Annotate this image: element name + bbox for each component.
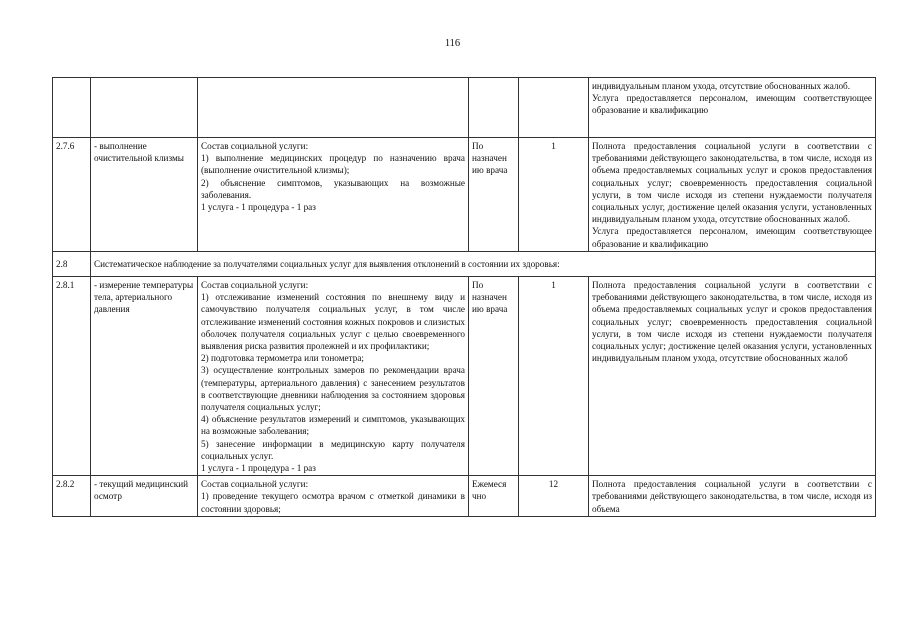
cell-number: 2.8	[53, 251, 91, 276]
cell-result	[589, 138, 876, 252]
cell-number: 2.8.2	[53, 476, 91, 517]
cell-name: - выполнение очистительной клизмы	[91, 138, 198, 252]
content-line: 2) подготовка термометра или тонометра;	[201, 353, 364, 364]
cell-result	[589, 476, 876, 517]
section-title: Систематическое наблюдение за получателями социальных услуг для выявления отклонений в состоянии их здоровья:	[91, 251, 876, 276]
content-line: Состав социальной услуги:	[201, 280, 309, 291]
table-row-2-7-6	[53, 138, 876, 252]
cell-name	[91, 78, 198, 138]
cell-name: - измерение температуры тела, артериального давления	[91, 277, 198, 476]
content-line: 3) осуществление контрольных замеров по рекомендации врача (температуры, артериального давления) с занесением результатов в соответствующие дневники наблюдения за состоянием здоровья получателя социальных услуг;	[201, 365, 465, 413]
cell-frequency: По назначен ию врача	[469, 138, 519, 252]
table-row-2-8-1	[53, 277, 876, 476]
content-line: 5) занесение информации в медицинскую карту получателя социальных услуг.	[201, 438, 465, 461]
content-line: 1) отслеживание изменений состояния по внешнему виду и самочувствию получателя социальных услуг, в том числе отслеживание изменений состояния кожных покровов и слизистых оболочек получателя социальных услуг с целью своевременного выявления риска развития пролежней и их профилактики;	[201, 292, 465, 352]
cell-content	[198, 78, 469, 138]
content-line: Состав социальной услуги:	[201, 479, 309, 490]
table-row-2-8	[53, 251, 876, 276]
cell-result	[589, 78, 876, 138]
content-line: 1 услуга - 1 процедура - 1 раз	[201, 463, 316, 474]
cell-number	[53, 78, 91, 138]
cell-content	[198, 138, 469, 252]
cell-frequency: По назначен ию врача	[469, 277, 519, 476]
result-line: индивидуальным планом ухода, отсутствие обоснованных жалоб.	[592, 81, 851, 91]
cell-name: - текущий медицинский осмотр	[91, 476, 198, 517]
page-number: 116	[444, 38, 461, 49]
cell-frequency	[469, 78, 519, 138]
table-row-2-8-2	[53, 476, 876, 517]
content-line: 2) объяснение симптомов, указывающих на возможные заболевания.	[201, 177, 465, 200]
content-line: 1) проведение текущего осмотра врачом с отметкой динамики в состоянии здоровья;	[201, 491, 465, 514]
content-line: 4) объяснение результатов измерений и симптомов, указывающих на возможные заболевания;	[201, 414, 465, 437]
services-table	[52, 77, 876, 517]
cell-content	[198, 277, 469, 476]
cell-number: 2.7.6	[53, 138, 91, 252]
cell-number: 2.8.1	[53, 277, 91, 476]
content-line: 1) выполнение медицинских процедур по назначению врача (выполнение очистительной клизмы);	[201, 153, 465, 176]
table-row-continuation	[53, 78, 876, 138]
cell-result	[589, 277, 876, 476]
content-line: 1 услуга - 1 процедура - 1 раз	[201, 202, 316, 213]
result-line: Услуга предоставляется персоналом, имеющим соответствующее образование и квалификацию	[592, 226, 872, 249]
cell-volume: 12	[519, 476, 589, 517]
cell-content	[198, 476, 469, 517]
cell-frequency: Ежемеся чно	[469, 476, 519, 517]
result-line: Полнота предоставления социальной услуги в соответствии с требованиями действующего законодательства, в том числе, исходя из объема предоставляемых социальных услуг и сроков предоставления социальных услуг; своевременность предоставления социальной услуги, в том числе исходя из степени нуждаемости получателя социальных услуг; достижение целей оказания услуги, установленных индивидуальным планом ухода, отсутствие обоснованных жалоб	[592, 280, 872, 364]
result-line: Услуга предоставляется персоналом, имеющим соответствующее образование и квалификацию	[592, 93, 872, 116]
cell-volume: 1	[519, 138, 589, 252]
content-line: Состав социальной услуги:	[201, 141, 309, 151]
result-line: Полнота предоставления социальной услуги в соответствии с требованиями действующего законодательства, в том числе, исходя из объема	[592, 479, 872, 514]
cell-volume	[519, 78, 589, 138]
cell-volume: 1	[519, 277, 589, 476]
result-line: Полнота предоставления социальной услуги в соответствии с требованиями действующего законодательства, в том числе, исходя из объема предоставляемых социальных услуг и сроков предоставления социальных услуг; своевременность предоставления социальной услуги, в том числе исходя из степени нуждаемости получателя социальных услуг, достижение целей оказания услуги, установленных индивидуальным планом ухода, отсутствие обоснованных жалоб.	[592, 141, 872, 225]
